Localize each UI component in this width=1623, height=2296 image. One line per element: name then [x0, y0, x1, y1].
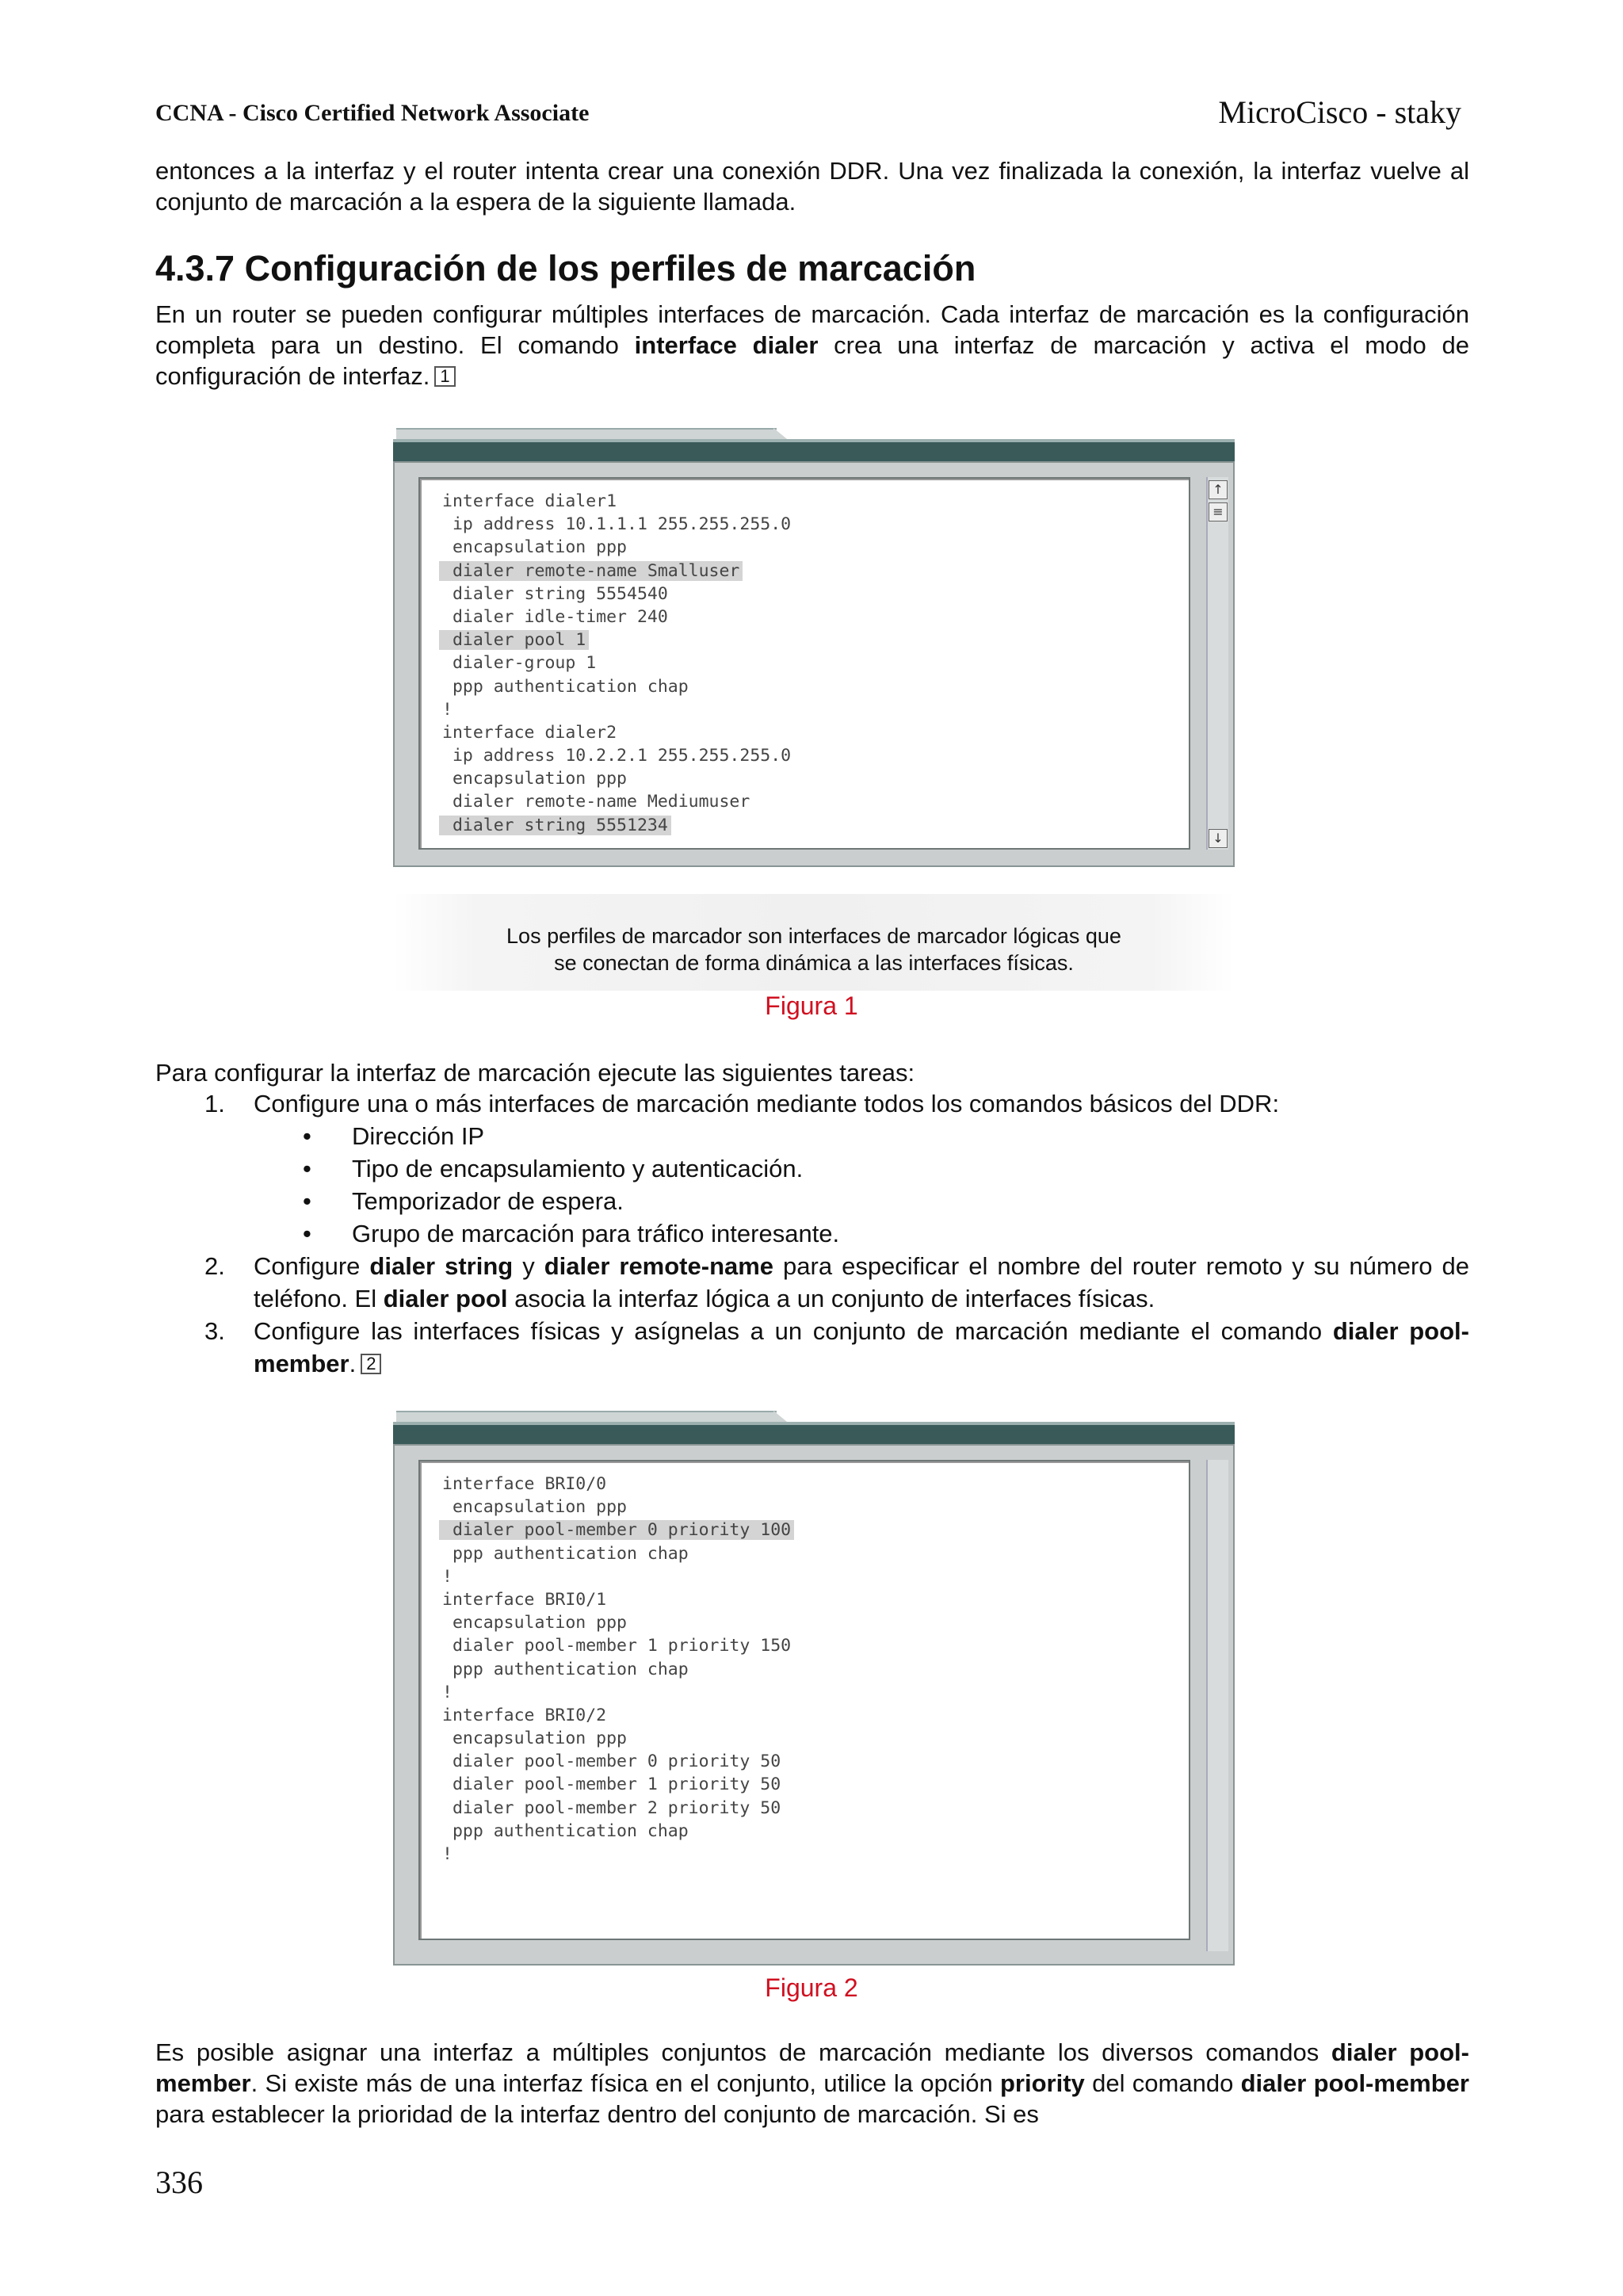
code-line: dialer pool-member 1 priority 50: [442, 1775, 781, 1795]
code-line: !: [442, 1566, 453, 1587]
window-body: [393, 1444, 1235, 1966]
figure-2-label: Figura 2: [765, 1973, 858, 2002]
section-heading: 4.3.7 Configuración de los perfiles de marcación: [155, 248, 976, 288]
scrollbar[interactable]: [1206, 477, 1228, 850]
code-line: dialer remote-name Mediumuser: [442, 792, 750, 812]
figure-1-caption-box: [393, 894, 1235, 991]
bullet-item: • Temporizador de espera.: [303, 1187, 624, 1215]
code-display: [418, 1460, 1190, 1940]
code-line: dialer pool-member 0 priority 100: [442, 1519, 794, 1541]
code-line: ppp authentication chap: [442, 1820, 689, 1841]
figure-1-label: Figura 1: [765, 991, 858, 1020]
code-display: [418, 477, 1190, 850]
code-line: !: [442, 1682, 453, 1702]
figure-1-reference-button[interactable]: 1: [434, 366, 455, 387]
code-line: ip address 10.2.2.1 255.255.255.0: [442, 746, 792, 766]
code-line: interface BRI0/0: [442, 1474, 607, 1494]
command-interface-dialer: interface dialer: [634, 331, 819, 359]
figure-1-code-window: [393, 428, 1235, 867]
tasks-list: [155, 1087, 1469, 1380]
code-line: interface BRI0/1: [442, 1589, 607, 1610]
section-paragraph: En un router se pueden configurar múltiples interfaces de marcación. Cada interfaz de marcación es la configuración completa para un destino. El comando interface dialer crea una interfaz de marcación y activa el modo de configuración de interfaz. 1: [155, 300, 1469, 390]
code-line: encapsulation ppp: [442, 1497, 627, 1518]
bullet-item: • Dirección IP: [303, 1122, 485, 1150]
code-line: dialer pool 1: [442, 628, 791, 651]
intro-paragraph: entonces a la interfaz y el router intenta crear una conexión DDR. Una vez finalizada la conexión, la interfaz vuelve al conjunto de marcación a la espera de la siguiente llamada.: [155, 157, 1469, 216]
code-line: !: [442, 699, 453, 720]
scroll-thumb[interactable]: ≡: [1209, 502, 1228, 521]
code-line: ppp authentication chap: [442, 1659, 689, 1679]
code-line: encapsulation ppp: [442, 1613, 627, 1633]
code-line: ppp authentication chap: [442, 1543, 689, 1564]
figure-2-reference-button[interactable]: 2: [361, 1354, 381, 1374]
figure-1-caption-line-2: se conectan de forma dinámica a las interfaces físicas.: [554, 951, 1074, 975]
code-line: dialer pool-member 1 priority 150: [442, 1636, 792, 1656]
figure-1-code: [442, 490, 791, 837]
code-line: dialer-group 1: [442, 653, 597, 674]
running-header-title: CCNA - Cisco Certified Network Associate: [155, 100, 590, 126]
running-header-author: MicroCisco - staky: [1218, 94, 1461, 130]
scrollbar[interactable]: [1206, 1460, 1228, 1951]
code-line: dialer remote-name Smalluser: [442, 560, 791, 583]
closing-paragraph: Es posible asignar una interfaz a múltiples conjuntos de marcación mediante los diversos comandos dialer pool-member. Si existe más de una interfaz física en el conjunto, utilice la opción priority del comando dialer pool-member para establecer la prioridad de la interfaz dentro del conjunto de marcación. Si es: [155, 2038, 1469, 2128]
code-line: dialer string 5554540: [442, 583, 668, 604]
bullet-item: • Grupo de marcación para tráfico interesante.: [303, 1220, 840, 1247]
code-line: ip address 10.1.1.1 255.255.255.0: [442, 514, 792, 535]
code-line: interface dialer2: [442, 722, 617, 743]
scroll-down-arrow-icon[interactable]: ↓: [1209, 829, 1228, 848]
code-line: dialer idle-timer 240: [442, 606, 668, 627]
task-item-3: 3. Configure las interfaces físicas y asígnelas a un conjunto de marcación mediante el comando dialer pool-member. 2: [204, 1317, 1469, 1377]
bullet-item: • Tipo de encapsulamiento y autenticación.: [303, 1155, 804, 1182]
task-item-2: 2. Configure dialer string y dialer remote-name para especificar el nombre del router remoto y su número de teléfono. El dialer pool asocia la interfaz lógica a un conjunto de interfaces físicas.: [204, 1252, 1469, 1312]
code-line: encapsulation ppp: [442, 1729, 627, 1749]
code-line: dialer pool-member 0 priority 50: [442, 1752, 781, 1772]
figure-1-caption-line-1: Los perfiles de marcador son interfaces de marcador lógicas que: [506, 924, 1121, 948]
page-number: 336: [155, 2164, 203, 2200]
code-line: encapsulation ppp: [442, 537, 627, 558]
window-body: [393, 461, 1235, 867]
figure-2-code-window: [393, 1411, 1235, 1966]
task-item-1: 1. Configure una o más interfaces de marcación mediante todos los comandos básicos del DDR:: [204, 1090, 1280, 1117]
code-line: !: [442, 1844, 453, 1864]
code-line: dialer string 5551234: [442, 814, 791, 837]
tasks-intro: Para configurar la interfaz de marcación ejecute las siguientes tareas:: [155, 1059, 915, 1087]
code-line: dialer pool-member 2 priority 50: [442, 1797, 781, 1818]
figure-2-code: [442, 1473, 794, 1866]
code-line: ppp authentication chap: [442, 676, 689, 697]
code-line: interface dialer1: [442, 491, 617, 511]
scroll-up-arrow-icon[interactable]: ↑: [1209, 480, 1228, 499]
code-line: interface BRI0/2: [442, 1705, 607, 1725]
code-line: encapsulation ppp: [442, 769, 627, 789]
